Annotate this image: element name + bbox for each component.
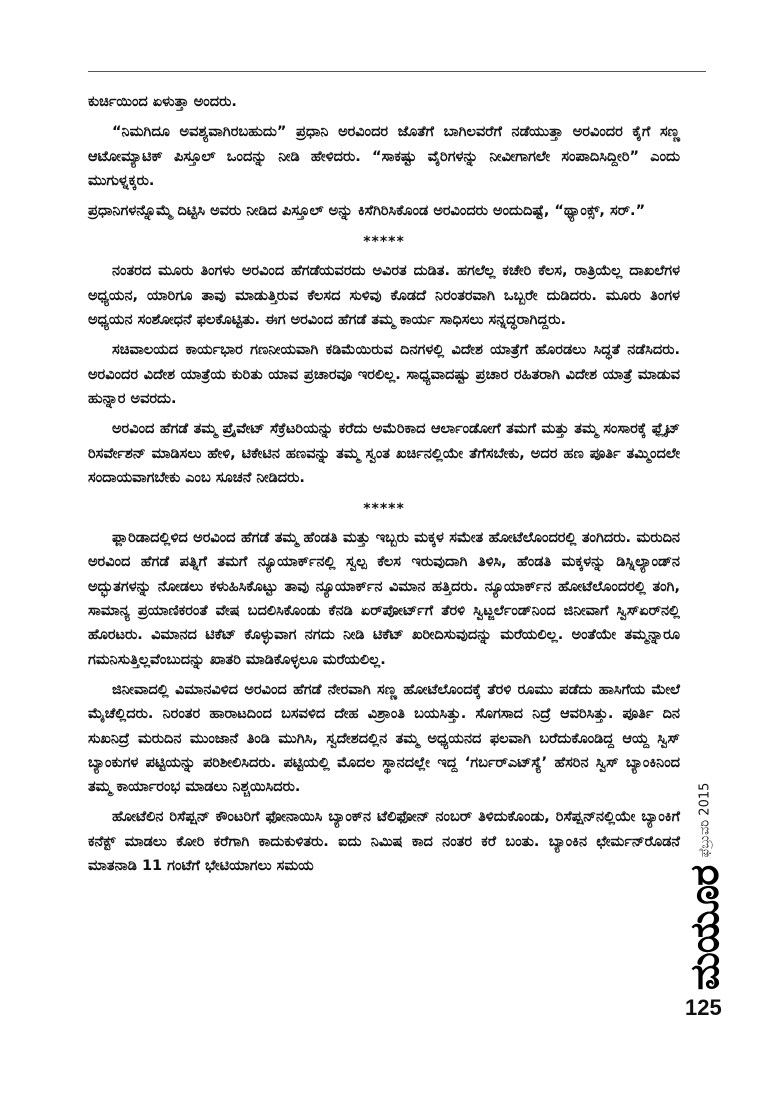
top-rule [88,71,706,72]
paragraph: ಜಿನೀವಾದಲ್ಲಿ ವಿಮಾನವಿಳಿದ ಅರವಿಂದ ಹೆಗಡೆ ನೇರವಾಗಿ ಸಣ್ಣ ಹೋಟೆಲೊಂದಕ್ಕೆ ತೆರಳಿ ರೂಮು ಪಡೆದು ಹಾಸಿಗೆಯ ಮೇಲೆ ಮೈಚೆಲ್ಲಿದರು. ನಿರಂತರ ಹಾರಾಟದಿಂದ ಬಸವಳಿದ ದೇಹ ವಿಶ್ರಾಂತಿ ಬಯಸಿತ್ತು. ಸೊಗಸಾದ ನಿದ್ರೆ ಆವರಿಸಿತ್ತು. ಪೂರ್ತಿ ದಿನ ಸುಖನಿದ್ರೆ ಮರುದಿನ ಮುಂಜಾನೆ ತಿಂಡಿ ಮುಗಿಸಿ, ಸ್ವದೇಶದಲ್ಲಿನ ತಮ್ಮ ಅಧ್ಯಯನದ ಫಲವಾಗಿ ಬರೆದುಕೊಂಡಿದ್ದ ಆಯ್ದ ಸ್ವಿಸ್ ಬ್ಯಾಂಕುಗಳ ಪಟ್ಟಿಯನ್ನು ಪರಿಶೀಲಿಸಿದರು. ಪಟ್ಟಿಯಲ್ಲಿ ಮೊದಲ ಸ್ಥಾನದಲ್ಲೇ ಇದ್ದ ‘ಗರ್ಬರ್‌ಎಟ್‌ಸ್ಯೆ’ ಹೆಸರಿನ ಸ್ವಿಸ್ ಬ್ಯಾಂಕಿನಿಂದ ತಮ್ಮ ಕಾರ್ಯಾರಂಭ ಮಾಡಲು ನಿಶ್ಚಯಿಸಿದರು. [88,681,680,796]
page-number: 125 [685,995,722,1020]
issue-month [685,780,725,860]
article-body [88,90,680,884]
section-separator: ***** [363,234,405,251]
issue-month-text: ಫೆಬ್ರುವರಿ 2015 [697,782,713,858]
paragraph: ಹೋಟೆಲಿನ ರಿಸೆಪ್ಷನ್ ಕೌಂಟರಿಗೆ ಫೋನಾಯಿಸಿ ಬ್ಯಾಂಕ್‌ನ ಟೆಲಿಫೋನ್ ನಂಬರ್ ತಿಳಿದುಕೊಂಡು, ರಿಸೆಪ್ಷನ್‌ನಲ್ಲಿಯೇ ಬ್ಯಾಂಕಿಗೆ ಕನೆಕ್ಟ್ ಮಾಡಲು ಕೋರಿ ಕರೆಗಾಗಿ ಕಾದುಕುಳಿತರು. ಐದು ನಿಮಿಷ ಕಾದ ನಂತರ ಕರೆ ಬಂತು. ಬ್ಯಾಂಕಿನ ಛೇರ್ಮನ್‌ರೊಡನೆ ಮಾತನಾಡಿ 11 ಗಂಟೆಗೆ ಭೇಟಿಯಾಗಲು ಸಮಯ [88,809,680,875]
paragraph: ಅರವಿಂದ ಹೆಗಡೆ ತಮ್ಮ ಪ್ರೈವೇಟ್ ಸೆಕ್ರೆಟರಿಯನ್ನು ಕರೆದು ಅಮೆರಿಕಾದ ಆರ್ಲಾಂಡೋಗೆ ತಮಗೆ ಮತ್ತು ತಮ್ಮ ಸಂಸಾರಕ್ಕೆ ಫ್ಲೈಟ್ ರಿಸರ್ವೇಶನ್ ಮಾಡಿಸಲು ಹೇಳಿ, ಟಿಕೇಟಿನ ಹಣವನ್ನು ತಮ್ಮ ಸ್ವಂತ ಖರ್ಚಿನಲ್ಲಿಯೇ ತೆಗೆಸಬೇಕು, ಅದರ ಹಣ ಪೂರ್ತಿ ತಮ್ಮಿಂದಲೇ ಸಂದಾಯವಾಗಬೇಕು ಎಂಬ ಸೂಚನೆ ನೀಡಿದರು. [88,421,680,486]
section-separator: ***** [363,501,405,518]
magazine-logo [682,865,728,991]
paragraph: ಫ್ಲಾರಿಡಾದಲ್ಲಿಳಿದ ಅರವಿಂದ ಹೆಗಡೆ ತಮ್ಮ ಹೆಂಡತಿ ಮತ್ತು ಇಬ್ಬರು ಮಕ್ಕಳ ಸಮೇತ ಹೋಟೆಲೊಂದರಲ್ಲಿ ತಂಗಿದರು. ಮರುದಿನ ಅರವಿಂದ ಹೆಗಡೆ ಪತ್ನಿಗೆ ತಮಗೆ ನ್ಯೂಯಾರ್ಕ್‌ನಲ್ಲಿ ಸ್ವಲ್ಪ ಕೆಲಸ ಇರುವುದಾಗಿ ತಿಳಿಸಿ, ಹೆಂಡತಿ ಮಕ್ಕಳನ್ನು ಡಿಸ್ನಿಲ್ಯಾಂಡ್‌ನ ಅದ್ಭುತಗಳನ್ನು ನೋಡಲು ಕಳುಹಿಸಿಕೊಟ್ಟು ತಾವು ನ್ಯೂಯಾರ್ಕ್‌ನ ವಿಮಾನ ಹತ್ತಿದರು. ನ್ಯೂಯಾರ್ಕ್‌ನ ಹೋಟೆಲೊಂದರಲ್ಲಿ ತಂಗಿ, ಸಾಮಾನ್ಯ ಪ್ರಯಾಣಿಕರಂತೆ ವೇಷ ಬದಲಿಸಿಕೊಂಡು ಕೆನಡಿ ಏರ್‌ಪೋರ್ಟ್‌ಗೆ ತೆರಳಿ ಸ್ವಿಟ್ಜರ್ಲೆಂಡ್‌ನಿಂದ ಜಿನೀವಾಗೆ ಸ್ವಿಸ್‌ಏರ್‌ನಲ್ಲಿ ಹೊರಟರು. ವಿಮಾನದ ಟಿಕೆಟ್ ಕೊಳ್ಳುವಾಗ ನಗದು ನೀಡಿ ಟಿಕೆಟ್ ಖರೀದಿಸುವುದನ್ನು ಮರೆಯಲಿಲ್ಲ. ಅಂತೆಯೇ ತಮ್ಮನ್ನಾರೂ ಗಮನಿಸುತ್ತಿಲ್ಲವೆಂಬುದನ್ನು ಖಾತರಿ ಮಾಡಿಕೊಳ್ಳಲೂ ಮರೆಯಲಿಲ್ಲ. [88,530,680,668]
paragraph: ಪ್ರಧಾನಿಗಳನ್ನೊಮ್ಮೆ ದಿಟ್ಟಿಸಿ ಅವರು ನೀಡಿದ ಪಿಸ್ತೂಲ್ ಅನ್ನು ಕಿಸೆಗಿರಿಸಿಕೊಂಡ ಅರವಿಂದರು ಅಂದುದಿಷ್ಟೆ, “ಥ್ಯಾಂಕ್ಸ್, ಸರ್.” [88,203,646,220]
paragraph: ನಂತರದ ಮೂರು ತಿಂಗಳು ಅರವಿಂದ ಹೆಗಡೆಯವರದು ಅವಿರತ ದುಡಿತ. ಹಗಲೆಲ್ಲ ಕಚೇರಿ ಕೆಲಸ, ರಾತ್ರಿಯೆಲ್ಲ ದಾಖಲೆಗಳ ಅಧ್ಯಯನ, ಯಾರಿಗೂ ತಾವು ಮಾಡುತ್ತಿರುವ ಕೆಲಸದ ಸುಳಿವು ಕೊಡದೆ ನಿರಂತರವಾಗಿ ಒಬ್ಬರೇ ದುಡಿದರು. ಮೂರು ತಿಂಗಳ ಅಧ್ಯಯನ ಸಂಶೋಧನೆ ಫಲಕೊಟ್ಟಿತು. ಈಗ ಅರವಿಂದ ಹೆಗಡೆ ತಮ್ಮ ಕಾರ್ಯ ಸಾಧಿಸಲು ಸನ್ನದ್ಧರಾಗಿದ್ದರು. [88,263,680,329]
paragraph: ಕುರ್ಚಿಯಿಂದ ಏಳುತ್ತಾ ಅಂದರು. [88,94,237,110]
paragraph: “ನಿಮಗಿದೂ ಅವಶ್ಯವಾಗಿರಬಹುದು” ಪ್ರಧಾನಿ ಅರವಿಂದರ ಜೊತೆಗೆ ಬಾಗಿಲವರೆಗೆ ನಡೆಯುತ್ತಾ ಅರವಿಂದರ ಕೈಗೆ ಸಣ್ಣ ಆಟೋಮ್ಯಾಟಿಕ್ ಪಿಸ್ತೂಲ್ ಒಂದನ್ನು ನೀಡಿ ಹೇಳಿದರು. “ಸಾಕಷ್ಟು ವೈರಿಗಳನ್ನು ನೀವೀಗಾಗಲೇ ಸಂಪಾದಿಸಿದ್ದೀರಿ” ಎಂದು ಮುಗುಳ್ನಕ್ಕರು. [88,124,680,189]
magazine-logo-text: ಮಯೂರ [682,865,728,991]
paragraph: ಸಚಿವಾಲಯದ ಕಾರ್ಯಭಾರ ಗಣನೀಯವಾಗಿ ಕಡಿಮೆಯಿರುವ ದಿನಗಳಲ್ಲಿ ವಿದೇಶ ಯಾತ್ರೆಗೆ ಹೊರಡಲು ಸಿದ್ಧತೆ ನಡೆಸಿದರು. ಅರವಿಂದರ ವಿದೇಶ ಯಾತ್ರೆಯ ಕುರಿತು ಯಾವ ಪ್ರಚಾರವೂ ಇರಲಿಲ್ಲ. ಸಾಧ್ಯವಾದಷ್ಟು ಪ್ರಚಾರ ರಹಿತರಾಗಿ ವಿದೇಶ ಯಾತ್ರೆ ಮಾಡುವ ಹುನ್ನಾರ ಅವರದು. [88,342,680,407]
